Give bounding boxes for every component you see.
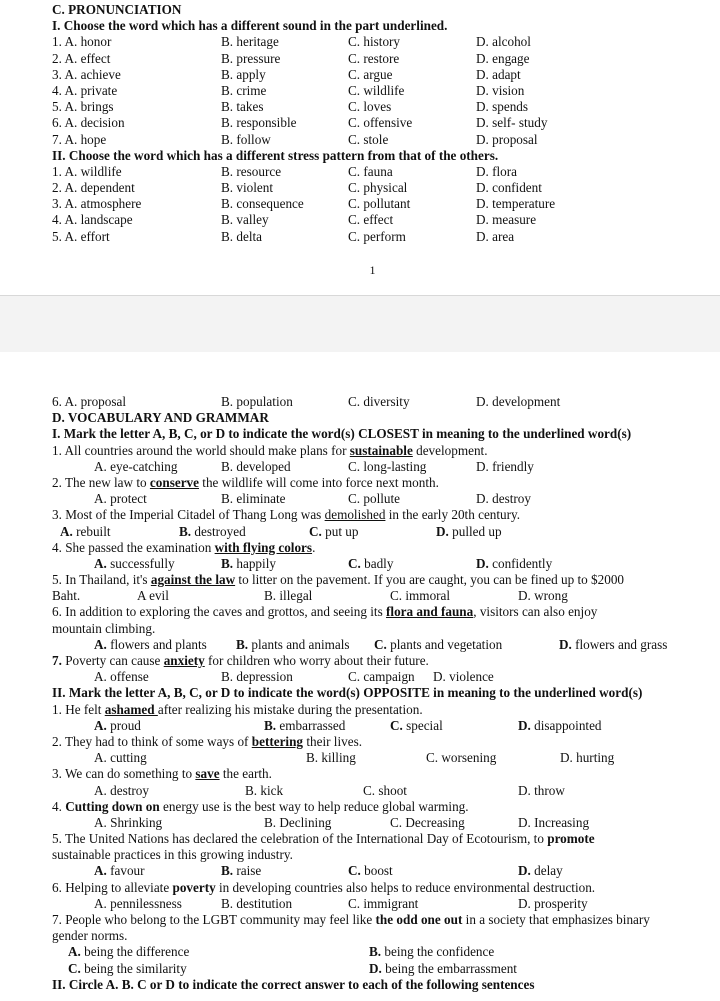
- option-b: B. raise: [221, 863, 262, 879]
- option-c: C. campaign: [348, 669, 415, 685]
- part-heading: I. Choose the word which has a different sound in the part underlined.: [52, 18, 448, 34]
- option-d: D. confidently: [476, 555, 553, 571]
- option-c: C. pollutant: [348, 196, 411, 212]
- option-b: B. consequence: [221, 196, 304, 212]
- option-a: A. Shrinking: [94, 814, 163, 830]
- option-b: B. destroyed: [179, 523, 246, 539]
- question-options: [52, 815, 700, 831]
- option-d: D. delay: [518, 863, 563, 879]
- option-c: C. restore: [348, 50, 400, 66]
- option-b: B. population: [221, 394, 293, 409]
- option-d: D. flora: [476, 163, 518, 179]
- question-stem: 2. The new law to conserve the wildlife will come into force next month.: [52, 474, 439, 490]
- option-d: D. adapt: [476, 66, 521, 82]
- option-a: A. successfully: [94, 555, 175, 571]
- question-options: [52, 229, 700, 245]
- part-heading: II. Circle A. B. C or D to indicate the correct answer to each of the following sentences: [52, 976, 535, 992]
- option-c: C. pollute: [348, 491, 401, 507]
- question-stem: 2. They had to think of some ways of bettering their lives.: [52, 733, 362, 749]
- option-c: C. worsening: [426, 750, 497, 766]
- question-stem: 5. The United Nations has declared the celebration of the International Day of Ecotourism, to promote: [52, 831, 595, 847]
- option-d: D. friendly: [476, 458, 534, 474]
- option-a: 7. A. hope: [52, 131, 107, 147]
- question-stem: 7. Poverty can cause anxiety for children who worry about their future.: [52, 653, 429, 668]
- option-c: C. offensive: [348, 115, 413, 131]
- option-a: 6. A. proposal: [52, 394, 127, 409]
- question-options: [52, 556, 700, 572]
- option-b: B. crime: [221, 82, 267, 98]
- option-c: C. special: [390, 717, 443, 733]
- document-page-2: [0, 352, 720, 1001]
- option-c: C. stole: [348, 131, 389, 147]
- option-d: D. proposal: [476, 131, 538, 147]
- question-options: [52, 132, 700, 148]
- option-b: B. valley: [221, 212, 269, 228]
- question-stem: 3. We can do something to save the earth.: [52, 766, 272, 782]
- question-options: [52, 669, 700, 685]
- option-a: 5. A. effort: [52, 228, 110, 244]
- option-d: D. pulled up: [436, 523, 502, 539]
- option-b: B. eliminate: [221, 491, 286, 507]
- option-c: C. argue: [348, 66, 393, 82]
- option-a: A. proud: [94, 717, 141, 733]
- option-b: B. illegal: [264, 588, 313, 604]
- question-options: [52, 863, 700, 879]
- option-d: D. area: [476, 228, 515, 244]
- option-c: C. being the similarity: [68, 960, 187, 976]
- option-b: B. delta: [221, 228, 263, 244]
- option-c: C. loves: [348, 99, 392, 115]
- question-options: [52, 212, 700, 228]
- option-c: C. physical: [348, 180, 408, 196]
- page-number: 1: [369, 263, 376, 277]
- option-c: C. effect: [348, 212, 394, 228]
- pronunciation-section: [52, 2, 700, 245]
- vocabulary-section: [52, 394, 700, 993]
- question-stem: 3. Most of the Imperial Citadel of Thang Long was demolished in the early 20th century.: [52, 507, 521, 523]
- question-stem-continuation: gender norms.: [52, 928, 128, 944]
- question-options: [52, 637, 700, 653]
- option-c: C. diversity: [348, 394, 410, 409]
- option-a: 3. A. achieve: [52, 66, 121, 82]
- option-d: D. hurting: [560, 750, 615, 766]
- option-a: A. pennilessness: [94, 895, 182, 911]
- part-heading: II. Choose the word which has a different stress pattern from that of the others.: [52, 147, 499, 163]
- option-a: 4. A. landscape: [52, 212, 133, 228]
- question-stem: 4. Cutting down on energy use is the best way to help reduce global warming.: [52, 798, 469, 814]
- option-c: C. wildlife: [348, 82, 405, 98]
- question-stem: 1. He felt ashamed after realizing his mistake during the presentation.: [52, 701, 423, 717]
- question-options: [52, 718, 700, 734]
- question-options: [52, 99, 700, 115]
- option-d: D. temperature: [476, 196, 556, 212]
- option-c: C. shoot: [363, 782, 407, 798]
- option-d: D. Increasing: [518, 814, 590, 830]
- option-d: D. destroy: [476, 491, 531, 507]
- question-options: [52, 51, 700, 67]
- option-b: B. follow: [221, 131, 271, 147]
- option-a: A. flowers and plants: [94, 636, 207, 652]
- question-options: [52, 588, 700, 604]
- option-c: C. plants and vegetation: [374, 636, 503, 652]
- option-a: A. offense: [94, 669, 149, 685]
- option-c: C. fauna: [348, 163, 393, 179]
- option-d: D. alcohol: [476, 34, 531, 50]
- question-stem-continuation: sustainable practices in this growing industry.: [52, 847, 293, 863]
- option-b: B. heritage: [221, 34, 279, 50]
- option-a: 6. A. decision: [52, 115, 125, 131]
- option-d: D. confident: [476, 180, 542, 196]
- question-stem-continuation: mountain climbing.: [52, 620, 156, 636]
- option-a: A. being the difference: [68, 944, 190, 960]
- option-d: D. vision: [476, 82, 525, 98]
- option-c: C. perform: [348, 228, 406, 244]
- question-options: [52, 34, 700, 50]
- option-d: D. development: [476, 394, 561, 409]
- document-page-1: [0, 0, 720, 295]
- option-c: C. badly: [348, 555, 394, 571]
- option-b: B. pressure: [221, 50, 281, 66]
- question-stem: 1. All countries around the world should make plans for sustainable development.: [52, 442, 488, 458]
- option-c: C. Decreasing: [390, 814, 465, 830]
- question-options: [52, 67, 700, 83]
- question-options: [52, 944, 700, 960]
- section-title: D. VOCABULARY AND GRAMMAR: [52, 410, 269, 426]
- question-options: [52, 961, 700, 977]
- option-b: B. apply: [221, 66, 266, 82]
- option-b: B. developed: [221, 458, 291, 474]
- option-c: C. put up: [309, 523, 359, 539]
- option-a: 2. A. effect: [52, 50, 111, 66]
- question-options: [52, 394, 700, 410]
- question-stem: 7. People who belong to the LGBT community may feel like the odd one out in a society that emphasizes binary: [52, 912, 650, 927]
- option-c: C. immigrant: [348, 895, 419, 911]
- option-a: 4. A. private: [52, 82, 118, 98]
- option-d: D. engage: [476, 50, 530, 66]
- part-heading: II. Mark the letter A, B, C, or D to indicate the word(s) OPPOSITE in meaning to the underlined word(s): [52, 685, 643, 701]
- option-a: 1. A. honor: [52, 34, 112, 50]
- option-c: C. long-lasting: [348, 458, 427, 474]
- option-d: D. self- study: [476, 115, 548, 131]
- option-b: B. kick: [245, 782, 284, 798]
- option-b: B. killing: [306, 750, 356, 766]
- option-d: D. being the embarrassment: [369, 960, 517, 976]
- option-a: A evil: [137, 588, 169, 604]
- option-b: B. embarrassed: [264, 717, 346, 733]
- option-d: D. flowers and grass: [559, 636, 668, 652]
- option-d: D. throw: [518, 782, 565, 798]
- option-a: 2. A. dependent: [52, 180, 135, 196]
- option-c: C. history: [348, 34, 401, 50]
- question-stem: 6. In addition to exploring the caves and grottos, and seeing its flora and fauna, visitors can also enjoy: [52, 604, 598, 620]
- option-b: B. happily: [221, 555, 276, 571]
- option-a: 1. A. wildlife: [52, 163, 122, 179]
- option-a: 5. A. brings: [52, 99, 114, 115]
- option-d: D. spends: [476, 99, 529, 115]
- option-d: D. prosperity: [518, 895, 588, 911]
- option-b: B. depression: [221, 669, 293, 685]
- option-b: B. violent: [221, 180, 274, 196]
- question-options: [52, 83, 700, 99]
- stem-continuation: Baht.: [52, 588, 81, 604]
- option-a: A. protect: [94, 491, 147, 507]
- option-b: B. resource: [221, 163, 282, 179]
- option-a: 3. A. atmosphere: [52, 196, 142, 212]
- question-options: [52, 459, 700, 475]
- question-stem: 5. In Thailand, it's against the law to litter on the pavement. If you are caught, you can be fined up to $2000: [52, 572, 625, 588]
- option-a: A. cutting: [94, 750, 147, 766]
- option-a: A. destroy: [94, 782, 149, 798]
- exercise-list: [52, 164, 700, 245]
- option-d: D. measure: [476, 212, 537, 228]
- question-options: [52, 524, 700, 540]
- question-options: [52, 196, 700, 212]
- option-b: B. destitution: [221, 895, 293, 911]
- option-d: D. wrong: [518, 588, 568, 604]
- question-options: [52, 896, 700, 912]
- page-separator: [0, 295, 720, 353]
- question-options: [52, 750, 700, 766]
- option-a: A. rebuilt: [60, 523, 111, 539]
- exercise-list: [52, 34, 700, 147]
- question-stem: 6. Helping to alleviate poverty in developing countries also helps to reduce environmental destruction.: [52, 879, 596, 895]
- option-b: B. responsible: [221, 115, 297, 131]
- option-b: B. being the confidence: [369, 944, 495, 960]
- option-b: B. takes: [221, 99, 264, 115]
- question-options: [52, 491, 700, 507]
- option-a: A. favour: [94, 863, 145, 879]
- option-b: B. plants and animals: [236, 636, 350, 652]
- option-d: D. violence: [433, 669, 494, 685]
- option-d: D. disappointed: [518, 717, 602, 733]
- option-a: A. eye-catching: [94, 458, 178, 474]
- question-options: [52, 783, 700, 799]
- question-stem: 4. She passed the examination with flying colors.: [52, 539, 316, 555]
- part-heading: I. Mark the letter A, B, C, or D to indicate the word(s) CLOSEST in meaning to the underlined word(s): [52, 426, 632, 442]
- question-options: [52, 164, 700, 180]
- option-c: C. immoral: [390, 588, 451, 604]
- section-title: C. PRONUNCIATION: [52, 2, 182, 17]
- option-b: B. Declining: [264, 814, 332, 830]
- option-c: C. boost: [348, 863, 393, 879]
- question-options: [52, 115, 700, 131]
- question-options: [52, 180, 700, 196]
